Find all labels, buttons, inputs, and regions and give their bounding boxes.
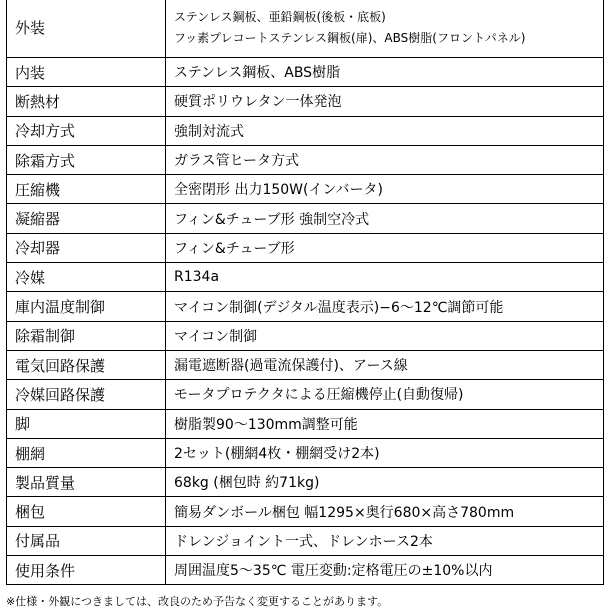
row-value: ドレンジョイント一式、ドレンホース2本 (166, 526, 604, 555)
row-label: 梱包 (7, 497, 166, 526)
row-label: 使用条件 (7, 556, 166, 585)
row-value: ステンレス鋼板、ABS樹脂 (166, 58, 604, 87)
row-value: 強制対流式 (166, 116, 604, 145)
table-row (7, 380, 604, 409)
row-label: 脚 (7, 409, 166, 438)
table-row (7, 556, 604, 585)
row-value-line2: フッ素プレコートステンレス鋼板(扉)、ABS樹脂(フロントパネル) (174, 31, 526, 45)
row-label: 凝縮器 (7, 204, 166, 233)
table-row (7, 409, 604, 438)
row-value: マイコン制御 (166, 321, 604, 350)
table-row (7, 233, 604, 262)
table-row (7, 116, 604, 145)
table-row (7, 145, 604, 174)
table-row (7, 58, 604, 87)
row-value: ガラス管ヒータ方式 (166, 145, 604, 174)
row-label: 除霜制御 (7, 321, 166, 350)
row-value: 簡易ダンボール梱包 幅1295×奥行680×高さ780mm (166, 497, 604, 526)
row-label: 断熱材 (7, 87, 166, 116)
row-value: マイコン制御(デジタル温度表示)−6〜12℃調節可能 (166, 292, 604, 321)
spec-table (6, 0, 604, 585)
row-label: 棚網 (7, 438, 166, 467)
table-row (7, 468, 604, 497)
row-value: 樹脂製90〜130mm調整可能 (166, 409, 604, 438)
table-row (7, 526, 604, 555)
row-label: 外装 (7, 0, 166, 58)
table-row (7, 438, 604, 467)
row-value (166, 0, 604, 58)
row-label: 電気回路保護 (7, 350, 166, 379)
row-label: 除霜方式 (7, 145, 166, 174)
row-value: 全密閉形 出力150W(インバータ) (166, 175, 604, 204)
row-label: 付属品 (7, 526, 166, 555)
row-value: R134a (166, 263, 604, 292)
row-label: 圧縮機 (7, 175, 166, 204)
table-row (7, 263, 604, 292)
row-value: フィン&チューブ形 (166, 233, 604, 262)
row-value: 68kg (梱包時 約71kg) (166, 468, 604, 497)
row-value: 2セット(棚網4枚・棚網受け2本) (166, 438, 604, 467)
table-row (7, 497, 604, 526)
row-value: 硬質ポリウレタン一体発泡 (166, 87, 604, 116)
table-row (7, 350, 604, 379)
table-row (7, 204, 604, 233)
row-label: 内装 (7, 58, 166, 87)
table-row (7, 0, 604, 58)
row-value: 漏電遮断器(過電流保護付)、アース線 (166, 350, 604, 379)
row-label: 冷却方式 (7, 116, 166, 145)
row-value: モータプロテクタによる圧縮機停止(自動復帰) (166, 380, 604, 409)
row-value-line1: ステンレス鋼板、亜鉛鋼板(後板・底板) (174, 10, 386, 24)
row-label: 庫内温度制御 (7, 292, 166, 321)
footnote: ※仕様・外観につきましては、改良のため予告なく変更することがあります。 (6, 595, 389, 608)
table-row (7, 321, 604, 350)
table-row (7, 175, 604, 204)
row-value: 周囲温度5〜35℃ 電圧変動:定格電圧の±10%以内 (166, 556, 604, 585)
row-value: フィン&チューブ形 強制空冷式 (166, 204, 604, 233)
row-label: 冷媒回路保護 (7, 380, 166, 409)
row-label: 冷媒 (7, 263, 166, 292)
table-row (7, 292, 604, 321)
table-row (7, 87, 604, 116)
row-label: 製品質量 (7, 468, 166, 497)
row-label: 冷却器 (7, 233, 166, 262)
